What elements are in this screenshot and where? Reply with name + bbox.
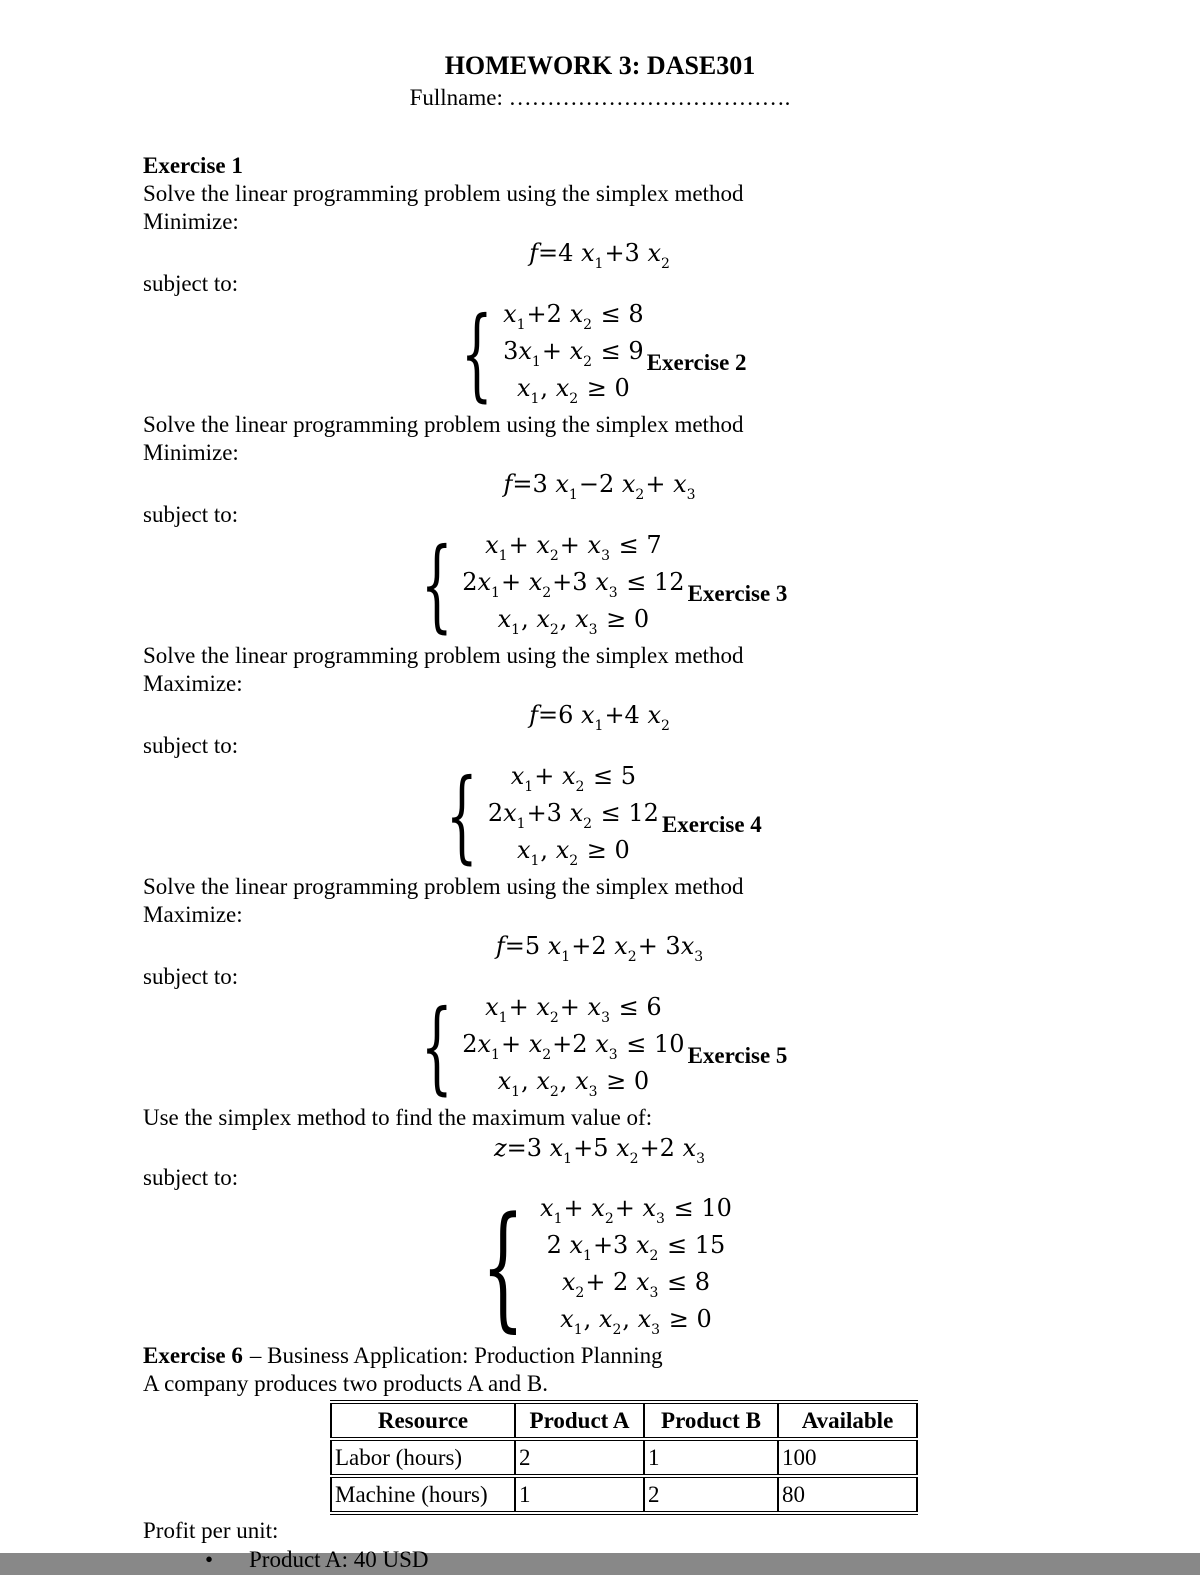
resource-table xyxy=(330,1400,918,1515)
table-header-product-b: Product B xyxy=(644,1402,778,1439)
exercise-3-heading: Exercise 3 xyxy=(687,580,788,606)
exercise-4-section xyxy=(0,873,1200,1105)
exercise-5-heading: Exercise 5 xyxy=(687,1042,788,1068)
exercise-6-intro: A company produces two products A and B. xyxy=(143,1371,549,1396)
table-cell-machine: Machine (hours) xyxy=(331,1476,515,1513)
exercise-3-constraint-system xyxy=(0,756,1200,874)
table-cell: 1 xyxy=(644,1439,778,1476)
objective-math: z=3 $x_1+5$ $x_2+2$ $x_3$ xyxy=(493,1134,706,1167)
objective-math: f=5 $x_1+2$ $x_2+ 3x_3$ xyxy=(495,932,704,965)
exercise-2-section xyxy=(0,411,1200,643)
exercise-3-section xyxy=(0,642,1200,874)
table-cell: 80 xyxy=(778,1476,917,1513)
exercise-4-constraint-system xyxy=(0,987,1200,1105)
exercise-3-subject-label: subject to: xyxy=(143,733,239,758)
exercise-4-objective-formula xyxy=(0,929,1200,963)
table-header-row xyxy=(331,1402,917,1439)
exercise-2-subject-label: subject to: xyxy=(143,502,239,527)
constraint-row: $x_2+ 2$ $x_3 \le 8$ xyxy=(561,1268,711,1301)
constraint-row: $2x_1+3$ $x_2 \le 12$ xyxy=(487,799,659,832)
table-header-available: Available xyxy=(778,1402,917,1439)
left-brace-icon: { xyxy=(481,1187,525,1345)
profit-label: Profit per unit: xyxy=(143,1518,279,1543)
exercise-2-constraint-system xyxy=(0,525,1200,643)
exercise-6-heading-suffix: – Business Application: Production Planning xyxy=(249,1343,663,1368)
exercise-5-section xyxy=(0,1104,1200,1345)
exercise-1-section xyxy=(0,152,1200,412)
table-cell: 2 xyxy=(644,1476,778,1513)
exercise-1-objective-formula xyxy=(0,236,1200,270)
exercise-1-subject-label: subject to: xyxy=(143,271,239,296)
bullet-item xyxy=(205,1545,1200,1575)
table-header-resource: Resource xyxy=(331,1402,515,1439)
exercise-6-section xyxy=(0,1342,1200,1575)
fullname-line: Fullname: ………………………………. xyxy=(409,85,791,110)
constraint-row: $x_1+ x_2 \le 5$ xyxy=(510,762,637,795)
constraint-row: $x_1+ x_2+ x_3 \le 7$ xyxy=(485,531,662,564)
exercise-4-heading: Exercise 4 xyxy=(661,811,762,837)
exercise-1-objective-label: Minimize: xyxy=(143,209,239,234)
exercise-2-heading: Exercise 2 xyxy=(646,349,747,375)
constraint-row: $3x_1+ x_2 \le 9$ xyxy=(503,337,644,370)
table-row xyxy=(331,1439,917,1476)
exercise-5-subject-label: subject to: xyxy=(143,1165,239,1190)
exercise-3-objective-label: Maximize: xyxy=(143,671,243,696)
constraint-row: $x_1+2$ $x_2 \le 8$ xyxy=(503,300,644,333)
spacer xyxy=(0,114,1200,152)
table-cell: 1 xyxy=(515,1476,644,1513)
constraint-row: $x_1+ x_2+ x_3 \le 10$ xyxy=(540,1194,732,1227)
exercise-5-constraint-system xyxy=(0,1187,1200,1345)
constraint-row: 2 $x_1+3$ $x_2 \le 15$ xyxy=(546,1231,726,1264)
exercise-6-heading-line xyxy=(143,1342,1200,1370)
constraint-row: $2x_1+ x_2+2$ $x_3 \le 10$ xyxy=(462,1030,685,1063)
constraint-row: $x_1$, $x_2$, $x_3 \ge 0$ xyxy=(560,1305,712,1338)
objective-math: f=6 $x_1+4$ $x_2$ xyxy=(529,701,670,734)
objective-math: f=4 $x_1+3$ $x_2$ xyxy=(529,239,670,272)
exercise-6-heading: Exercise 6 xyxy=(143,1343,243,1368)
table-row xyxy=(331,1476,917,1513)
exercise-4-intro: Solve the linear programming problem using the simplex method xyxy=(143,874,744,899)
exercise-2-objective-label: Minimize: xyxy=(143,440,239,465)
bullet-item-text: Product A: 40 USD xyxy=(249,1547,429,1572)
constraint-row: $x_1$, $x_2$, $x_3 \ge 0$ xyxy=(497,1067,650,1100)
objective-math: f=3 $x_1-2$ $x_2+ x_3$ xyxy=(503,470,696,503)
exercise-2-intro: Solve the linear programming problem using the simplex method xyxy=(143,412,744,437)
table-cell: 2 xyxy=(515,1439,644,1476)
exercise-4-subject-label: subject to: xyxy=(143,964,239,989)
constraint-row: $x_1$, $x_2 \ge 0$ xyxy=(516,836,630,869)
exercise-3-objective-formula xyxy=(0,698,1200,732)
exercise-5-intro: Use the simplex method to find the maximum value of: xyxy=(143,1105,653,1130)
exercise-1-constraint-system xyxy=(0,294,1200,412)
left-brace-icon: { xyxy=(420,987,453,1105)
exercise-1-heading: Exercise 1 xyxy=(143,153,243,178)
table-cell-labor: Labor (hours) xyxy=(331,1439,515,1476)
table-header-product-a: Product A xyxy=(515,1402,644,1439)
left-brace-icon: { xyxy=(446,756,478,874)
left-brace-icon: { xyxy=(461,294,494,412)
exercise-1-intro: Solve the linear programming problem using the simplex method xyxy=(143,181,744,206)
exercise-5-objective-formula xyxy=(0,1132,1200,1167)
constraint-row: $x_1$, $x_2 \ge 0$ xyxy=(516,374,630,407)
bullet-icon: • xyxy=(205,1547,214,1572)
constraint-row: $x_1$, $x_2$, $x_3 \ge 0$ xyxy=(497,605,650,638)
exercise-3-intro: Solve the linear programming problem using the simplex method xyxy=(143,643,744,668)
exercise-4-objective-label: Maximize: xyxy=(143,902,243,927)
left-brace-icon: { xyxy=(420,525,453,643)
table-cell: 100 xyxy=(778,1439,917,1476)
document-title: HOMEWORK 3: DASE301 xyxy=(444,51,756,80)
exercise-2-objective-formula xyxy=(0,467,1200,501)
constraint-row: $x_1+ x_2+ x_3 \le 6$ xyxy=(485,993,662,1026)
constraint-row: $2x_1+ x_2+3$ $x_3 \le 12$ xyxy=(462,568,685,601)
